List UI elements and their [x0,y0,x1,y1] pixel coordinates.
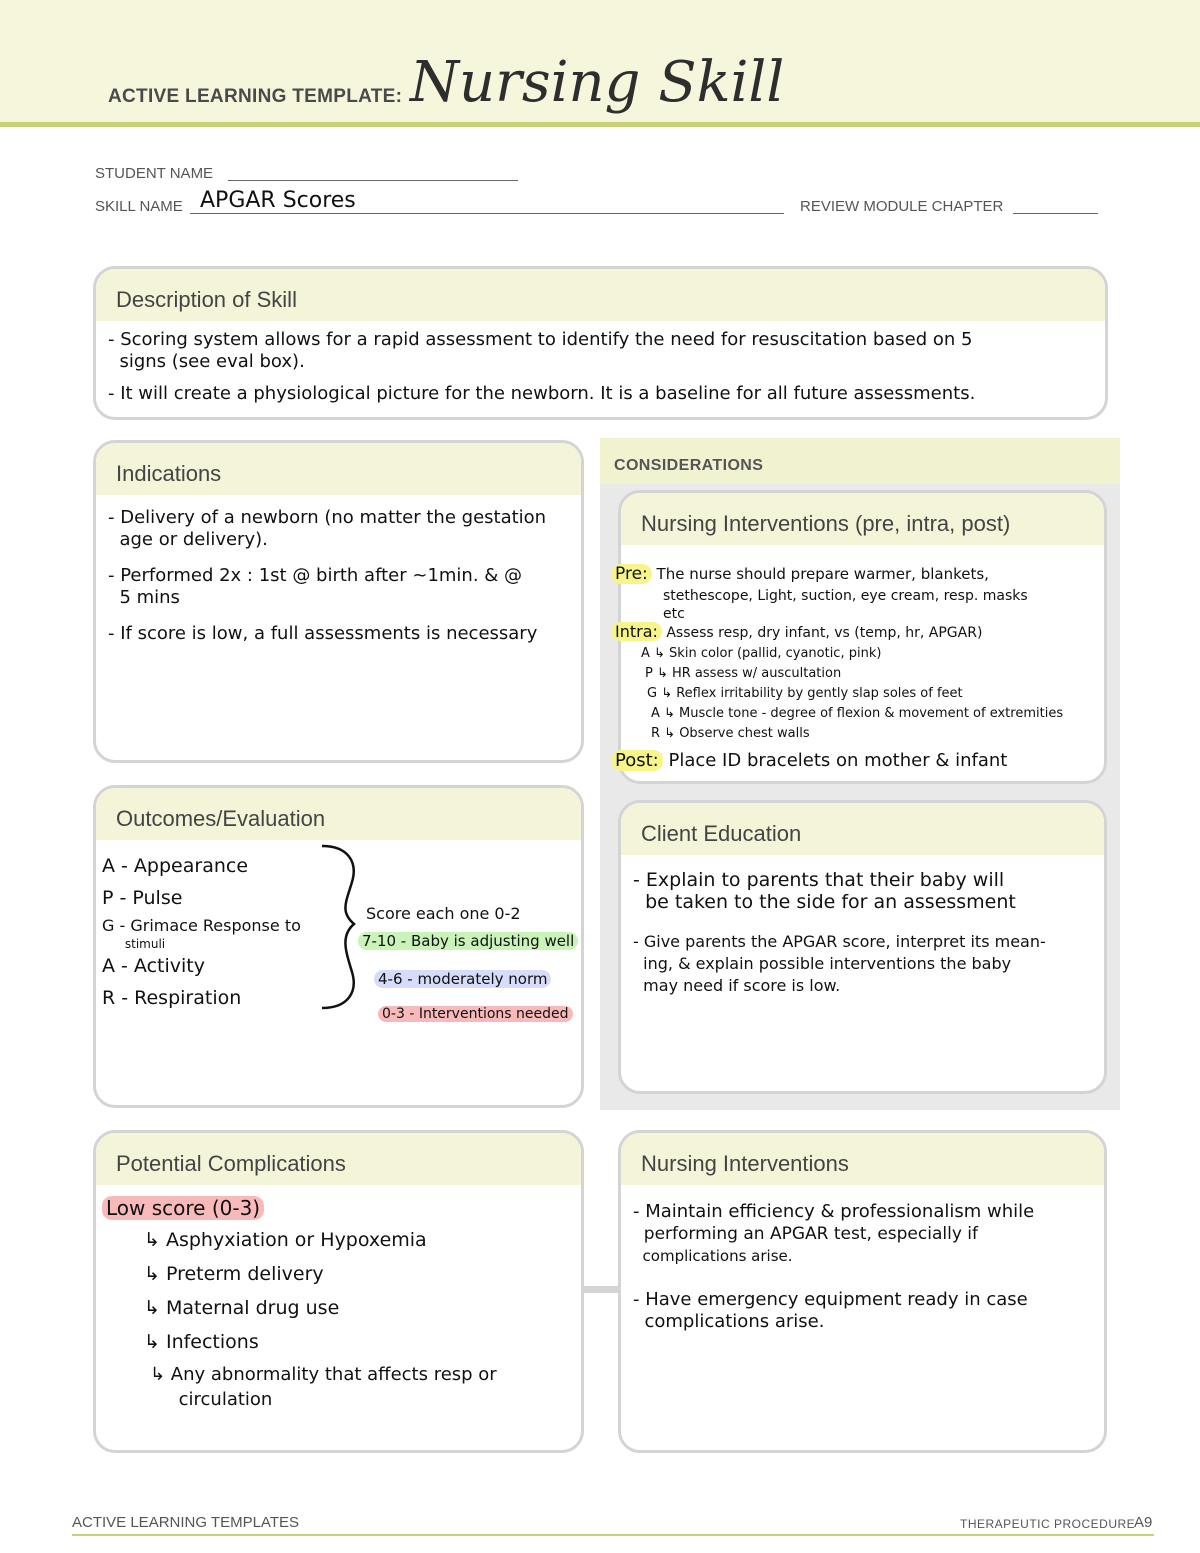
footer-left: ACTIVE LEARNING TEMPLATES [72,1514,299,1531]
box-connector [583,1286,621,1293]
post-label: Post: [611,750,663,771]
nursing-interventions-spacer [633,1267,1096,1289]
client-education-title: Client Education [621,803,1104,855]
grouping-brace [318,842,358,1012]
complication-item: ↳ Any abnormality that affects resp or [150,1364,497,1385]
indications-line: age or delivery). [108,529,268,550]
footer-page-number: A9 [1134,1514,1153,1531]
complications-box [93,1130,584,1453]
outcomes-item: stimuli [102,937,166,951]
nursing-interventions-box [618,1130,1107,1453]
nursing-interventions-title: Nursing Interventions [621,1133,1104,1185]
description-line: - Scoring system allows for a rapid assessment to identify the need for resuscitation based on 5 [108,329,973,350]
client-education-box [618,800,1107,1094]
client-education-line: - Explain to parents that their baby will [633,869,1005,891]
description-box [93,266,1108,420]
nursing-interventions-line: - Maintain efficiency & professionalism while [633,1201,1035,1222]
description-title: Description of Skill [96,269,1105,321]
client-education-spacer [633,913,1096,931]
intra-line: R ↳ Observe chest walls [651,726,810,741]
client-education-line: ing, & explain possible interventions the baby [633,954,1012,973]
intra-line: A ↳ Muscle tone - degree of flexion & movement of extremities [651,706,1064,721]
intra-text: Assess resp, dry infant, vs (temp, hr, APGAR) [666,625,983,641]
skill-name-field[interactable] [190,213,784,214]
considerations-label: CONSIDERATIONS [614,457,764,474]
pre-label: Pre: [611,564,652,584]
complication-item: circulation [150,1389,273,1410]
nursing-interventions-line: complications arise. [633,1247,793,1265]
nursing-interventions-line: - Have emergency equipment ready in case [633,1289,1028,1310]
nursing-interventions-ppp-title: Nursing Interventions (pre, intra, post) [621,493,1104,545]
nursing-interventions-line: performing an APGAR test, especially if [633,1224,978,1244]
score-range-good: 7-10 - Baby is adjusting well [358,932,578,950]
indications-box [93,440,584,763]
complication-item: ↳ Maternal drug use [144,1297,340,1319]
indications-line: - If score is low, a full assessments is necessary [108,623,538,644]
client-education-line: be taken to the side for an assessment [633,891,1016,913]
complication-item: ↳ Preterm delivery [144,1263,324,1285]
pre-line: etc [663,606,685,622]
client-education-line: - Give parents the APGAR score, interpret its mean- [633,932,1046,951]
header-divider [0,122,1200,127]
post-text: Place ID bracelets on mother & infant [668,750,1008,771]
score-range-moderate: 4-6 - moderately norm [374,970,551,988]
review-module-label: REVIEW MODULE CHAPTER [800,198,1004,215]
complications-title: Potential Complications [96,1133,581,1185]
outcomes-item: R - Respiration [102,987,242,1009]
skill-name-value: APGAR Scores [200,188,356,213]
complication-item: ↳ Infections [144,1331,259,1353]
review-module-field[interactable] [1013,213,1098,214]
intra-label: Intra: [611,622,662,641]
pre-line: stethescope, Light, suction, eye cream, resp. masks [663,588,1028,604]
indications-line: 5 mins [108,587,180,608]
intra-line: G ↳ Reflex irritability by gently slap soles of feet [647,686,963,701]
intra-line: A ↳ Skin color (pallid, cyanotic, pink) [641,646,882,661]
outcomes-item: P - Pulse [102,887,183,909]
student-name-field[interactable] [228,180,518,181]
intra-line: P ↳ HR assess w/ auscultation [645,666,842,681]
nursing-interventions-ppp-box [615,490,1107,784]
outcomes-item: A - Activity [102,955,205,977]
pre-text: The nurse should prepare warmer, blankets, [656,565,989,583]
footer-divider [72,1534,1154,1536]
indications-line: - Performed 2x : 1st @ birth after ~1min. & @ [108,565,523,586]
low-score-label: Low score (0-3) [102,1196,264,1220]
score-range-low: 0-3 - Interventions needed [378,1006,573,1022]
indications-title: Indications [96,443,581,495]
nursing-interventions-line: complications arise. [633,1311,825,1332]
outcomes-item: G - Grimace Response to [102,916,301,935]
complication-item: ↳ Asphyxiation or Hypoxemia [144,1229,427,1251]
description-line: signs (see eval box). [108,351,305,372]
student-name-label: STUDENT NAME [95,165,214,182]
outcomes-item: A - Appearance [102,855,249,877]
footer-right: THERAPEUTIC PROCEDURE [960,1517,1136,1531]
skill-name-label: SKILL NAME [95,198,183,215]
template-label: ACTIVE LEARNING TEMPLATE: [108,86,403,107]
indications-line: - Delivery of a newborn (no matter the gestation [108,507,547,528]
client-education-line: may need if score is low. [633,976,841,995]
template-title: Nursing Skill [410,50,785,115]
score-text: Score each one 0-2 [366,904,521,923]
description-line: - It will create a physiological picture for the newborn. It is a baseline for all future assessments. [108,383,976,404]
outcomes-title: Outcomes/Evaluation [96,788,581,840]
